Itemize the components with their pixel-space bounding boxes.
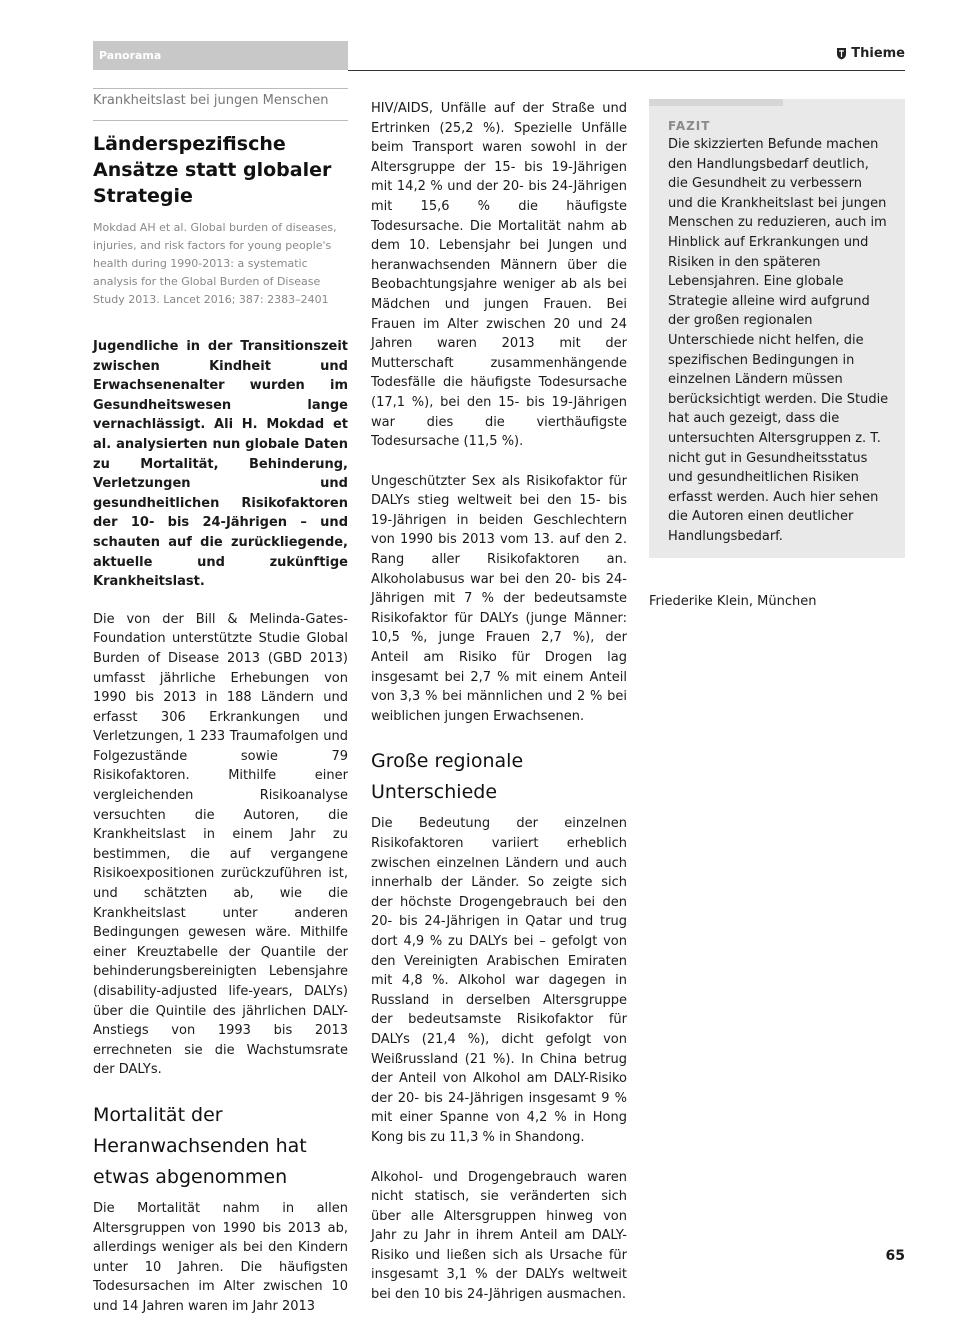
- column-3: [649, 99, 905, 612]
- article-kicker: Krankheitslast bei jungen Menschen: [93, 93, 329, 108]
- kicker-bottom-rule: [93, 120, 348, 121]
- body-paragraph: Ungeschützter Sex als Risikofaktor für DALYs stieg weltweit bei den 15- bis 19-Jährigen in beiden Geschlechtern von 1990 bis 2013 vom 13. auf den 2. Rang aller Risikofaktoren an. Alkoholabusus war bei den 20- bis 24-Jährigen mit 7 % der bedeutsamste Risikofaktor für DALYs (junge Männer: 10,5 %, junge Frauen 2,7 %), der Anteil am Risiko für Drogen lag insgesamt bei 2,7 % mit einem Anteil von 3,3 % bei männlichen und 2 % bei weiblichen jungen Erwachsenen.: [371, 473, 627, 724]
- fazit-text: Die skizzierten Befunde machen den Handlungsbedarf deutlich, die Gesundheit zu verbessern und die Krankheitslast bei jungen Menschen zu reduzieren, auch im Hinblick auf Erkrankungen und Risiken in den späteren Lebensjahren. Eine globale Strategie alleine wird aufgrund der großen regionalen Unterschiede nicht helfen, die spezifischen Bedingungen in einzelnen Ländern müssen berücksichtigt werden. Die Studie hat auch gezeigt, dass die untersuchten Altersgruppen z. T. nicht gut in Gesundheitsstatus und gesundheitlichen Risiken erfasst werden. Auch hier sehen die Autoren einen deutlicher Handlungsbedarf.: [668, 137, 889, 544]
- column-1: [93, 88, 348, 1337]
- section-label: Panorama: [99, 49, 162, 62]
- page-number: 65: [885, 1248, 905, 1264]
- article-reference: Mokdad AH et al. Global burden of diseases, injuries, and risk factors for young people's health during 1990-2013: a systematic analysis for the Global Burden of Disease Study 2013. Lancet 2016; 387: 2383–2401: [93, 221, 337, 306]
- fazit-label: FAZIT: [668, 119, 711, 133]
- section-header: [93, 41, 348, 70]
- column-2: [371, 99, 627, 1325]
- article-lead: Jugendliche in der Transitionszeit zwischen Kindheit und Erwachsenenalter wurden im Gesundheitswesen lange vernachlässigt. Ali H. Mokdad et al. analysierten nun globale Daten zu Mortalität, Behinderung, Verletzungen und gesundheitlichen Risikofaktoren der 10- bis 24-Jährigen – und schauten auf die zurückliegende, aktuelle und zukünftige Krankheitslast.: [93, 339, 348, 590]
- kicker-top-rule: [93, 88, 348, 89]
- article-title: Länderspezifische Ansätze statt globaler Strategie: [93, 133, 332, 207]
- body-paragraph: Die von der Bill & Melinda-Gates-Foundation unterstützte Studie Global Burden of Disease 2013 (GBD 2013) umfasst jährliche Erhebungen von 1990 bis 2013 in 188 Ländern und erfasst 306 Erkrankungen und Verletzungen, 1 233 Traumafolgen und Folgezustände sowie 79 Risikofaktoren. Mithilfe einer vergleichenden Risikoanalyse versuchten die Autoren, die Krankheitslast in einem Jahr zu bestimmen, die auf vergangene Risikoexpositionen zurückzuführen ist, und schätzten ab, wie die Krankheitslast unter anderen Bedingungen gewesen wäre. Mithilfe einer Kreuztabelle der Quantile der behinderungsbereinigten Lebensjahre (disability-adjusted life-years, DALYs) über die Quintile des jährlichen DALY-Anstiegs von 1993 bis 2013 errechneten sie die Wachstumsrate der DALYs.: [93, 611, 348, 1078]
- publisher-logo: [836, 46, 905, 61]
- fazit-box: [649, 99, 905, 558]
- body-paragraph: Die Mortalität nahm in allen Altersgruppen von 1990 bis 2013 ab, allerdings weniger als bei den Kindern unter 10 Jahren. Die häufigsten Todesursachen im Alter zwischen 10 und 14 Jahren waren im Jahr 2013: [93, 1200, 348, 1314]
- author-credit: Friederike Klein, München: [649, 594, 817, 610]
- subheading: Große regionale Unterschiede: [371, 750, 524, 804]
- thieme-crest-icon: [836, 47, 847, 60]
- body-paragraph: Die Bedeutung der einzelnen Risikofaktoren variiert erheblich zwischen einzelnen Ländern und auch innerhalb der Länder. So zeigte sich der höchste Drogengebrauch bei den 20- bis 24-Jährigen in Qatar und trug dort 4,9 % zu DALYs bei – gefolgt von den Vereinigten Arabischen Emiraten mit 4,8 %. Alkohol war dagegen in Russland in derselben Altersgruppe der bedeutsamste Risikofaktor für DALYs (21,4 %), dicht gefolgt von Weißrussland (21 %). In China betrug der Anteil von Alkohol am DALY-Risiko der 20- bis 24-Jährigen insgesamt 9 % mit einer Spanne von 4,2 % in Hong Kong bis zu 11,3 % in Shandong.: [371, 816, 627, 1145]
- body-paragraph: Alkohol- und Drogengebrauch waren nicht statisch, sie veränderten sich über alle Altersgruppen hinweg von Jahr zu Jahr in ihrem Anteil am DALY-Risiko und ließen sich als Ursache für insgesamt 3,1 % der DALYs weltweit bei den 10 bis 24-Jährigen ausmachen.: [371, 1169, 627, 1303]
- header-rule: [348, 70, 905, 71]
- body-paragraph: HIV/AIDS, Unfälle auf der Straße und Ertrinken (25,2 %). Spezielle Unfälle beim Transport waren sowohl in der Altersgruppe der 15- bis 19-Jährigen mit 14,2 % und der 20- bis 24-Jährigen mit 15,6 % die häufigste Todesursache. Die Mortalität nahm ab dem 10. Lebensjahr bei Jungen und heranwachsenden Männern über die Beobachtungsjahre weniger ab als bei Mädchen und jungen Frauen. Bei Frauen im Alter zwischen 20 und 24 Jahren waren 2013 mit der Mutterschaft zusammenhängende Todesfälle die häufigste Todesursache (17,1 %), bei den 15- bis 19-Jährigen war dies die vierthäufigste Todesursache (11,5 %).: [371, 101, 627, 450]
- publisher-name: Thieme: [851, 46, 905, 61]
- subheading: Mortalität der Heranwachsenden hat etwas abgenommen: [93, 1103, 307, 1188]
- fazit-tab: [649, 99, 783, 106]
